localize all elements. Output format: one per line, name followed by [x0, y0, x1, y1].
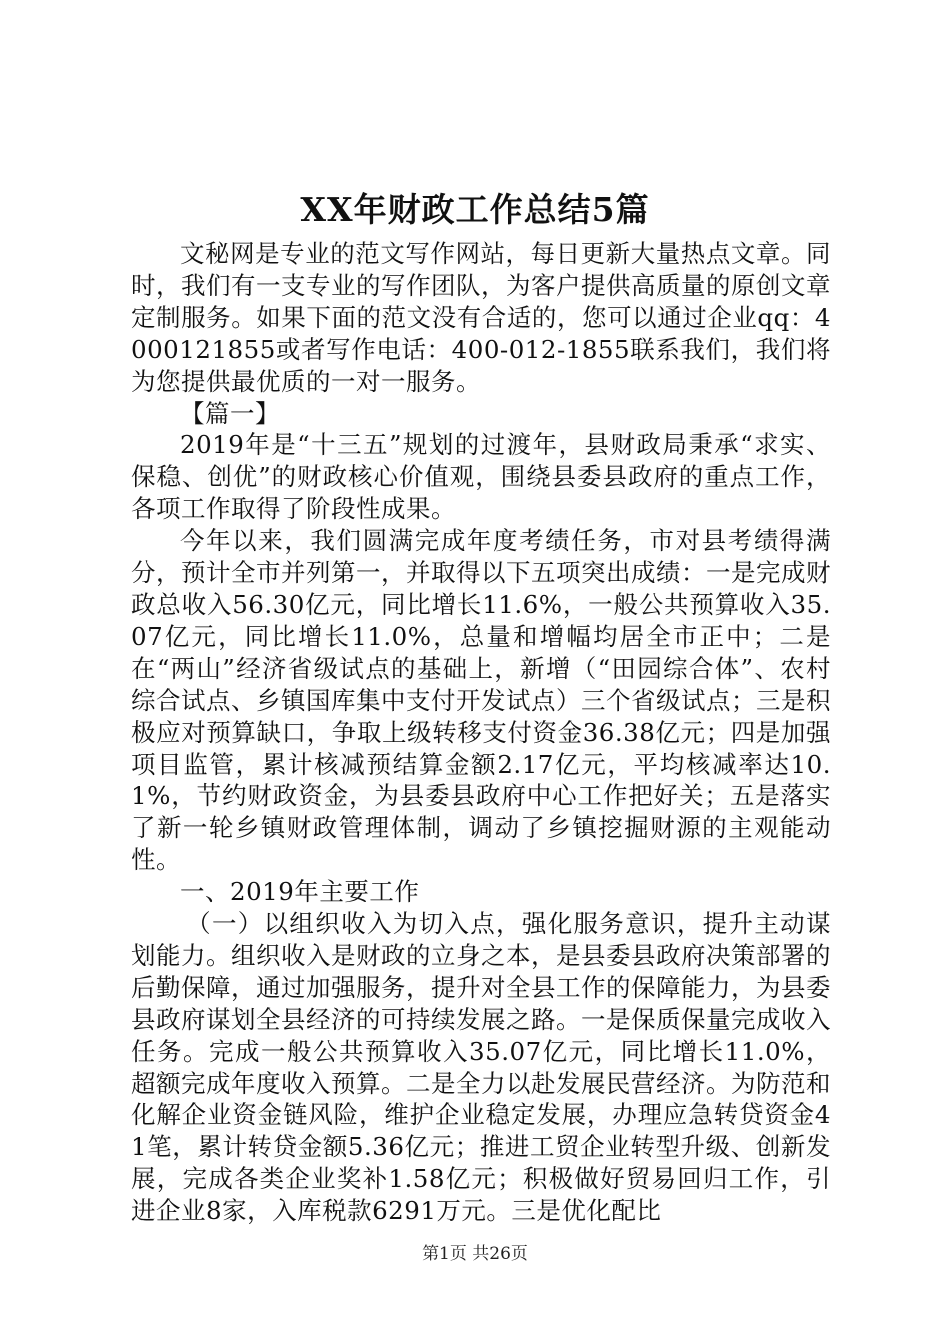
page-number: 第1页 共26页	[422, 1244, 528, 1264]
document-body	[131, 238, 831, 1227]
section-heading: 【篇一】	[180, 398, 280, 428]
body-paragraph: 2019年是“十三五”规划的过渡年，县财政局秉承“求实、保稳、创优”的财政核心价值观，围绕县委县政府的重点工作，各项工作取得了阶段性成果。	[131, 430, 831, 524]
section-heading: 一、2019年主要工作	[180, 877, 420, 907]
intro-paragraph: 文秘网是专业的范文写作网站，每日更新大量热点文章。同时，我们有一支专业的写作团队，为客户提供高质量的原创文章定制服务。如果下面的范文没有合适的，您可以通过企业qq：4000121855或者写作电话：400-012-1855联系我们，我们将为您提供最优质的一对一服务。	[131, 239, 831, 396]
body-paragraph: 今年以来，我们圆满完成年度考绩任务，市对县考绩得满分，预计全市并列第一，并取得以下五项突出成绩：一是完成财政总收入56.30亿元，同比增长11.6%，一般公共预算收入35.07亿元，同比增长11.0%，总量和增幅均居全市正中；二是在“两山”经济省级试点的基础上，新增（“田园综合体”、农村综合试点、乡镇国库集中支付开发试点）三个省级试点；三是积极应对预算缺口，争取上级转移支付资金36.38亿元；四是加强项目监管，累计核减预结算金额2.17亿元，平均核减率达10.1%，节约财政资金，为县委县政府中心工作把好关；五是落实了新一轮乡镇财政管理体制，调动了乡镇挖掘财源的主观能动性。	[131, 526, 831, 875]
body-paragraph: （一）以组织收入为切入点，强化服务意识，提升主动谋划能力。组织收入是财政的立身之本，是县委县政府决策部署的后勤保障，通过加强服务，提升对全县工作的保障能力，为县委县政府谋划全县经济的可持续发展之路。一是保质保量完成收入任务。完成一般公共预算收入35.07亿元，同比增长11.0%，超额完成年度收入预算。二是全力以赴发展民营经济。为防范和化解企业资金链风险，维护企业稳定发展，办理应急转贷资金41笔，累计转贷金额5.36亿元；推进工贸企业转型升级、创新发展，完成各类企业奖补1.58亿元；积极做好贸易回归工作，引进企业8家，入库税款6291万元。三是优化配比	[131, 909, 831, 1226]
page-title: XX年财政工作总结5篇	[300, 190, 650, 229]
